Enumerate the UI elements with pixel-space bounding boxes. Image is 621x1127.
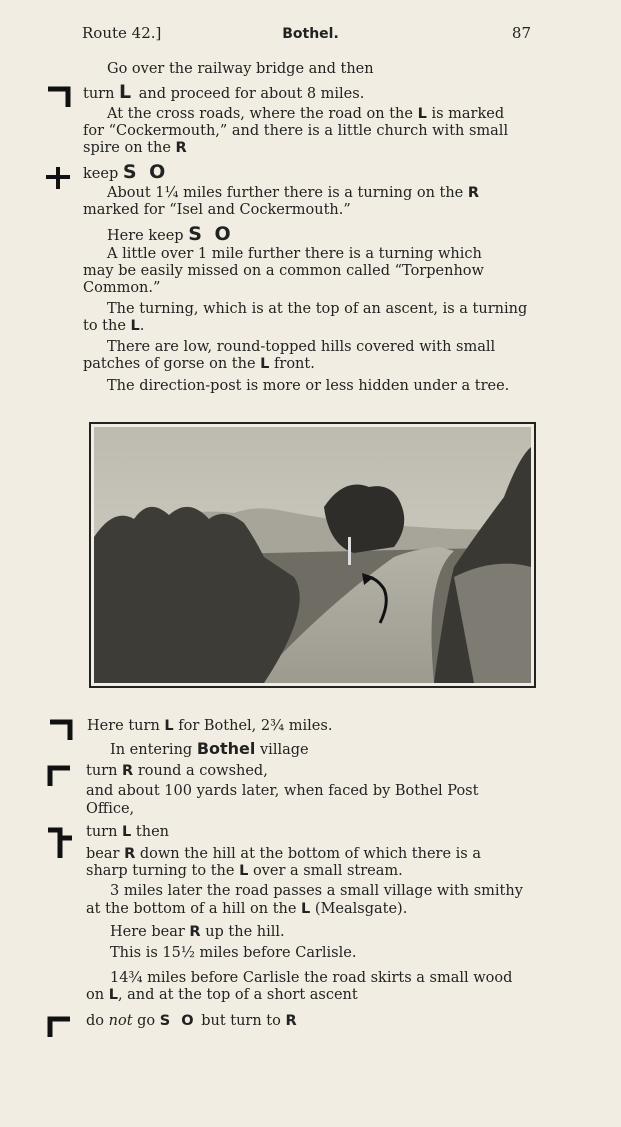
text-line: may be easily missed on a common called “Torpenhow: [83, 263, 484, 279]
text-line: turn R round a cowshed,: [86, 763, 268, 779]
text-line: This is 15½ miles before Carlisle.: [110, 945, 357, 961]
text-line: A little over 1 mile further there is a turning which: [107, 246, 482, 262]
text-line: The turning, which is at the top of an ascent, is a turning: [107, 301, 528, 317]
left-then-right-marker-icon: [46, 826, 74, 862]
turn-right-marker-icon: [46, 1015, 72, 1039]
text-line: Go over the railway bridge and then: [107, 61, 374, 77]
text-line: Here keep S O: [107, 223, 234, 245]
text-line: 14¾ miles before Carlisle the road skirts a small wood: [110, 970, 513, 986]
text-line: patches of gorse on the L front.: [83, 356, 315, 372]
text-line: at the bottom of a hill on the L (Mealsgate).: [86, 901, 408, 917]
text-line: Here turn L for Bothel, 2¾ miles.: [87, 718, 333, 734]
text-line: turn L and proceed for about 8 miles.: [83, 81, 365, 103]
place-name: Bothel: [196, 739, 256, 758]
text-line: bear R down the hill at the bottom of which there is a: [86, 846, 481, 862]
road-photograph: [89, 422, 536, 688]
text-line: to the L.: [83, 318, 145, 334]
text-line: In entering Bothel village: [110, 739, 309, 758]
text-line: turn L then: [86, 824, 169, 840]
straight-on-label: S O: [122, 161, 169, 183]
text-line: Common.”: [83, 280, 161, 296]
text-line: About 1¼ miles further there is a turning on the R: [107, 185, 480, 201]
road-photo-image: [94, 427, 531, 683]
turn-left-marker-icon: [46, 85, 72, 109]
text-line: 3 miles later the road passes a small village with smithy: [110, 883, 523, 899]
turn-left-marker-icon: [48, 718, 74, 742]
text-line: Here bear R up the hill.: [110, 924, 285, 940]
page-number: 87: [511, 24, 531, 42]
page-title: Bothel.: [282, 26, 339, 42]
direction-left: L: [119, 81, 135, 103]
text-line: marked for “Isel and Cockermouth.”: [83, 202, 351, 218]
route-header: Route 42.]: [82, 24, 162, 42]
text-line: on L, and at the top of a short ascent: [86, 987, 358, 1003]
text-line: spire on the R: [83, 140, 187, 156]
text-line: keep S O: [83, 161, 169, 183]
text-line: and about 100 yards later, when faced by Bothel Post: [86, 783, 479, 799]
text-line: sharp turning to the L over a small stream.: [86, 863, 403, 879]
text-line: for “Cockermouth,” and there is a little church with small: [83, 123, 509, 139]
text-line: At the cross roads, where the road on the L is marked: [107, 106, 505, 122]
text-line: There are low, round-topped hills covered with small: [107, 339, 496, 355]
text-line: Office,: [86, 801, 135, 817]
straight-on-label: S O: [188, 223, 234, 245]
text-line: The direction-post is more or less hidden under a tree.: [107, 378, 510, 394]
turn-right-marker-icon: [46, 764, 72, 788]
straight-on-marker-icon: [44, 165, 72, 191]
text-line: do not go S O but turn to R: [86, 1013, 297, 1029]
